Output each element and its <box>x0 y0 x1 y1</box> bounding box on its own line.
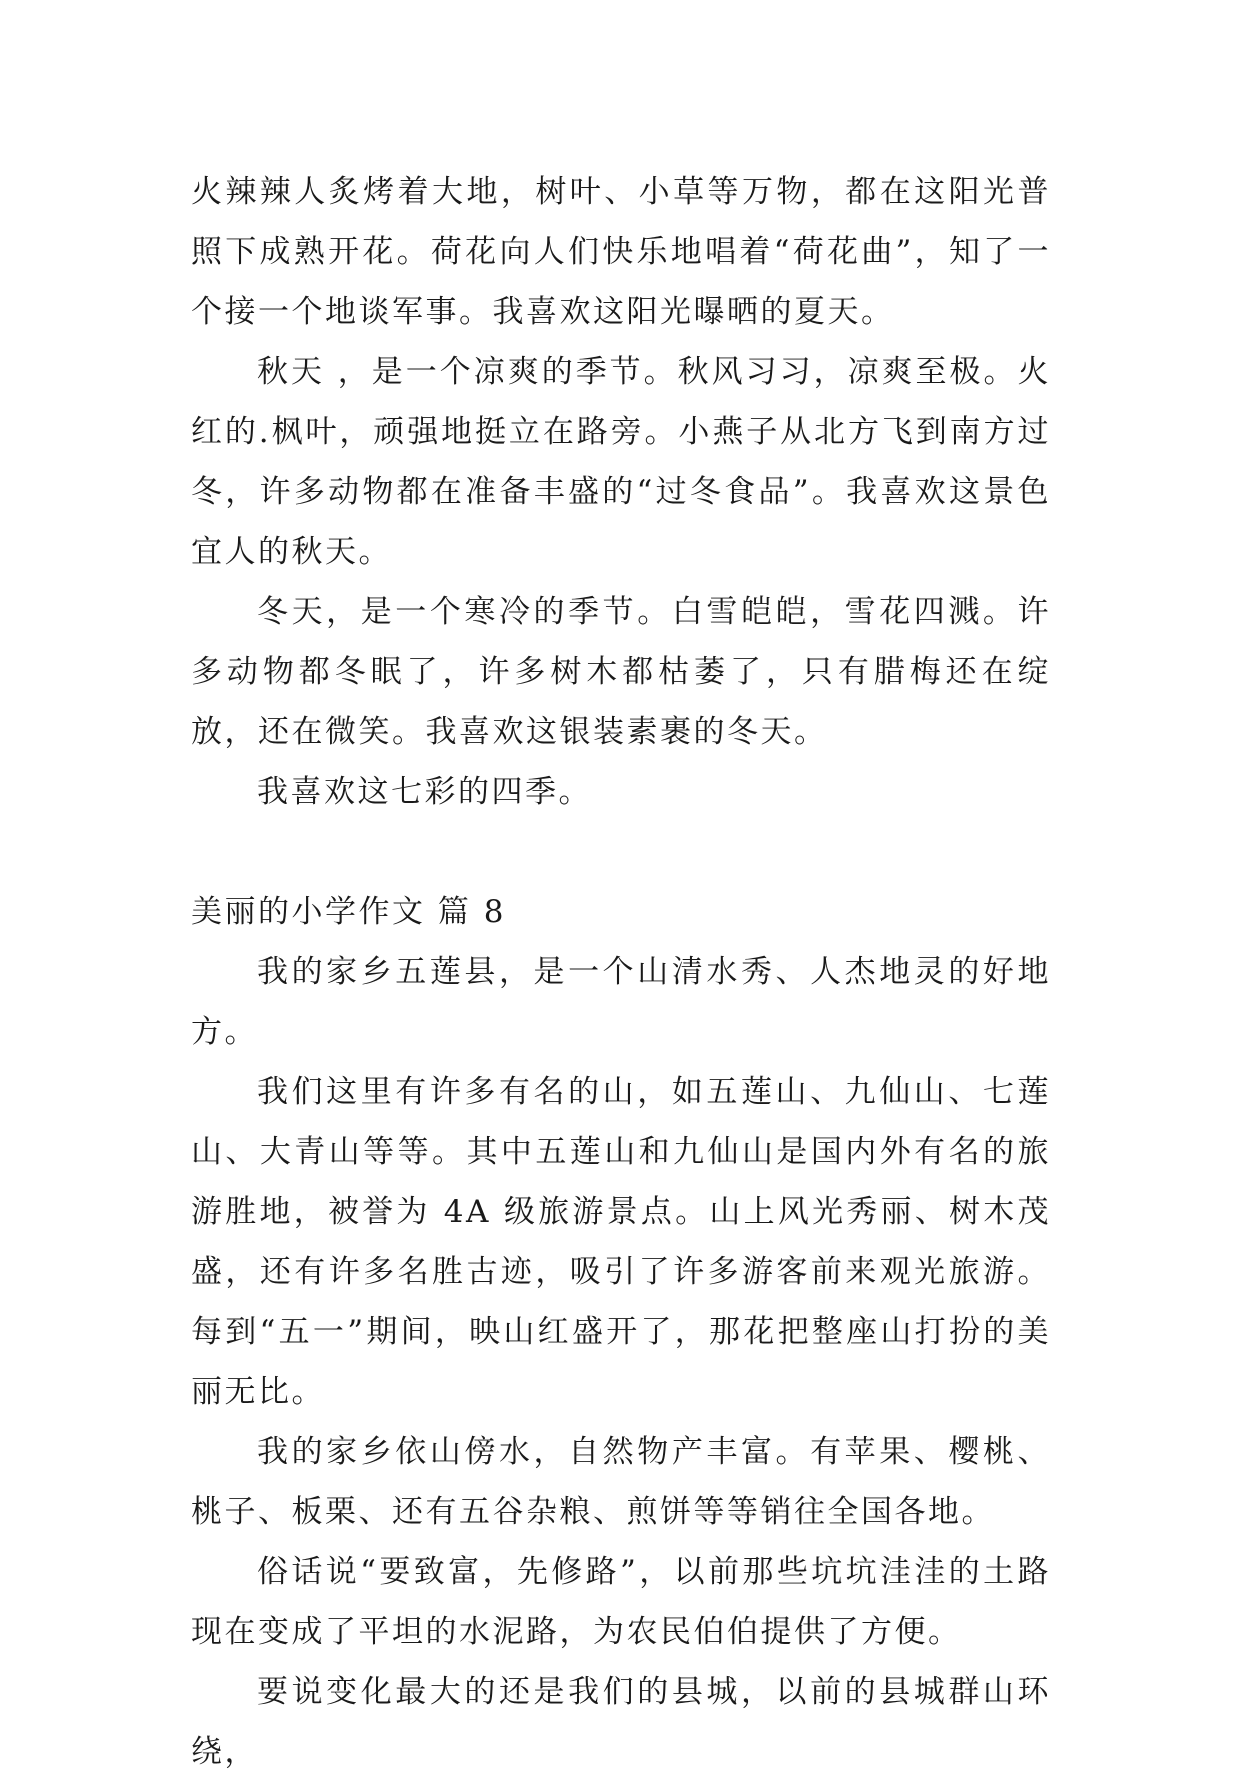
paragraph-hometown-intro: 我的家乡五莲县，是一个山清水秀、人杰地灵的好地方。 <box>191 954 1051 1050</box>
paragraph-four-seasons: 我喜欢这七彩的四季。 <box>257 774 592 810</box>
paragraph-mountains: 我们这里有许多有名的山，如五莲山、九仙山、七莲山、大青山等等。其中五莲山和九仙山是国内外有名的旅游胜地，被誉为 4A 级旅游景点。山上风光秀丽、树木茂盛，还有许多名胜古迹，吸引了许多游客前来观光旅游。每到“五一”期间，映山红盛开了，那花把整座山打扮的美丽无比。 <box>191 1074 1051 1410</box>
paragraph-autumn: 秋天 ，是一个凉爽的季节。秋风习习，凉爽至极。火红的.枫叶，顽强地挺立在路旁。小燕子从北方飞到南方过冬，许多动物都在准备丰盛的“过冬食品”。我喜欢这景色宜人的秋天。 <box>191 354 1051 570</box>
section-title: 美丽的小学作文 篇 8 <box>191 894 506 930</box>
paragraph-summer: 火辣辣人炙烤着大地，树叶、小草等万物，都在这阳光普照下成熟开花。荷花向人们快乐地唱着“荷花曲”，知了一个接一个地谈军事。我喜欢这阳光曝晒的夏天。 <box>191 174 1051 330</box>
paragraph-winter: 冬天，是一个寒冷的季节。白雪皑皑，雪花四溅。许多动物都冬眠了，许多树木都枯萎了，只有腊梅还在绽放，还在微笑。我喜欢这银装素裹的冬天。 <box>191 594 1051 750</box>
paragraph-roads: 俗话说“要致富，先修路”，以前那些坑坑洼洼的土路现在变成了平坦的水泥路，为农民伯伯提供了方便。 <box>191 1554 1051 1650</box>
document-body <box>191 162 1051 1782</box>
paragraph-produce: 我的家乡依山傍水，自然物产丰富。有苹果、樱桃、桃子、板栗、还有五谷杂粮、煎饼等等销往全国各地。 <box>191 1434 1051 1530</box>
paragraph-county-town: 要说变化最大的还是我们的县城，以前的县城群山环绕， <box>191 1674 1051 1770</box>
section-spacer <box>191 822 1051 882</box>
